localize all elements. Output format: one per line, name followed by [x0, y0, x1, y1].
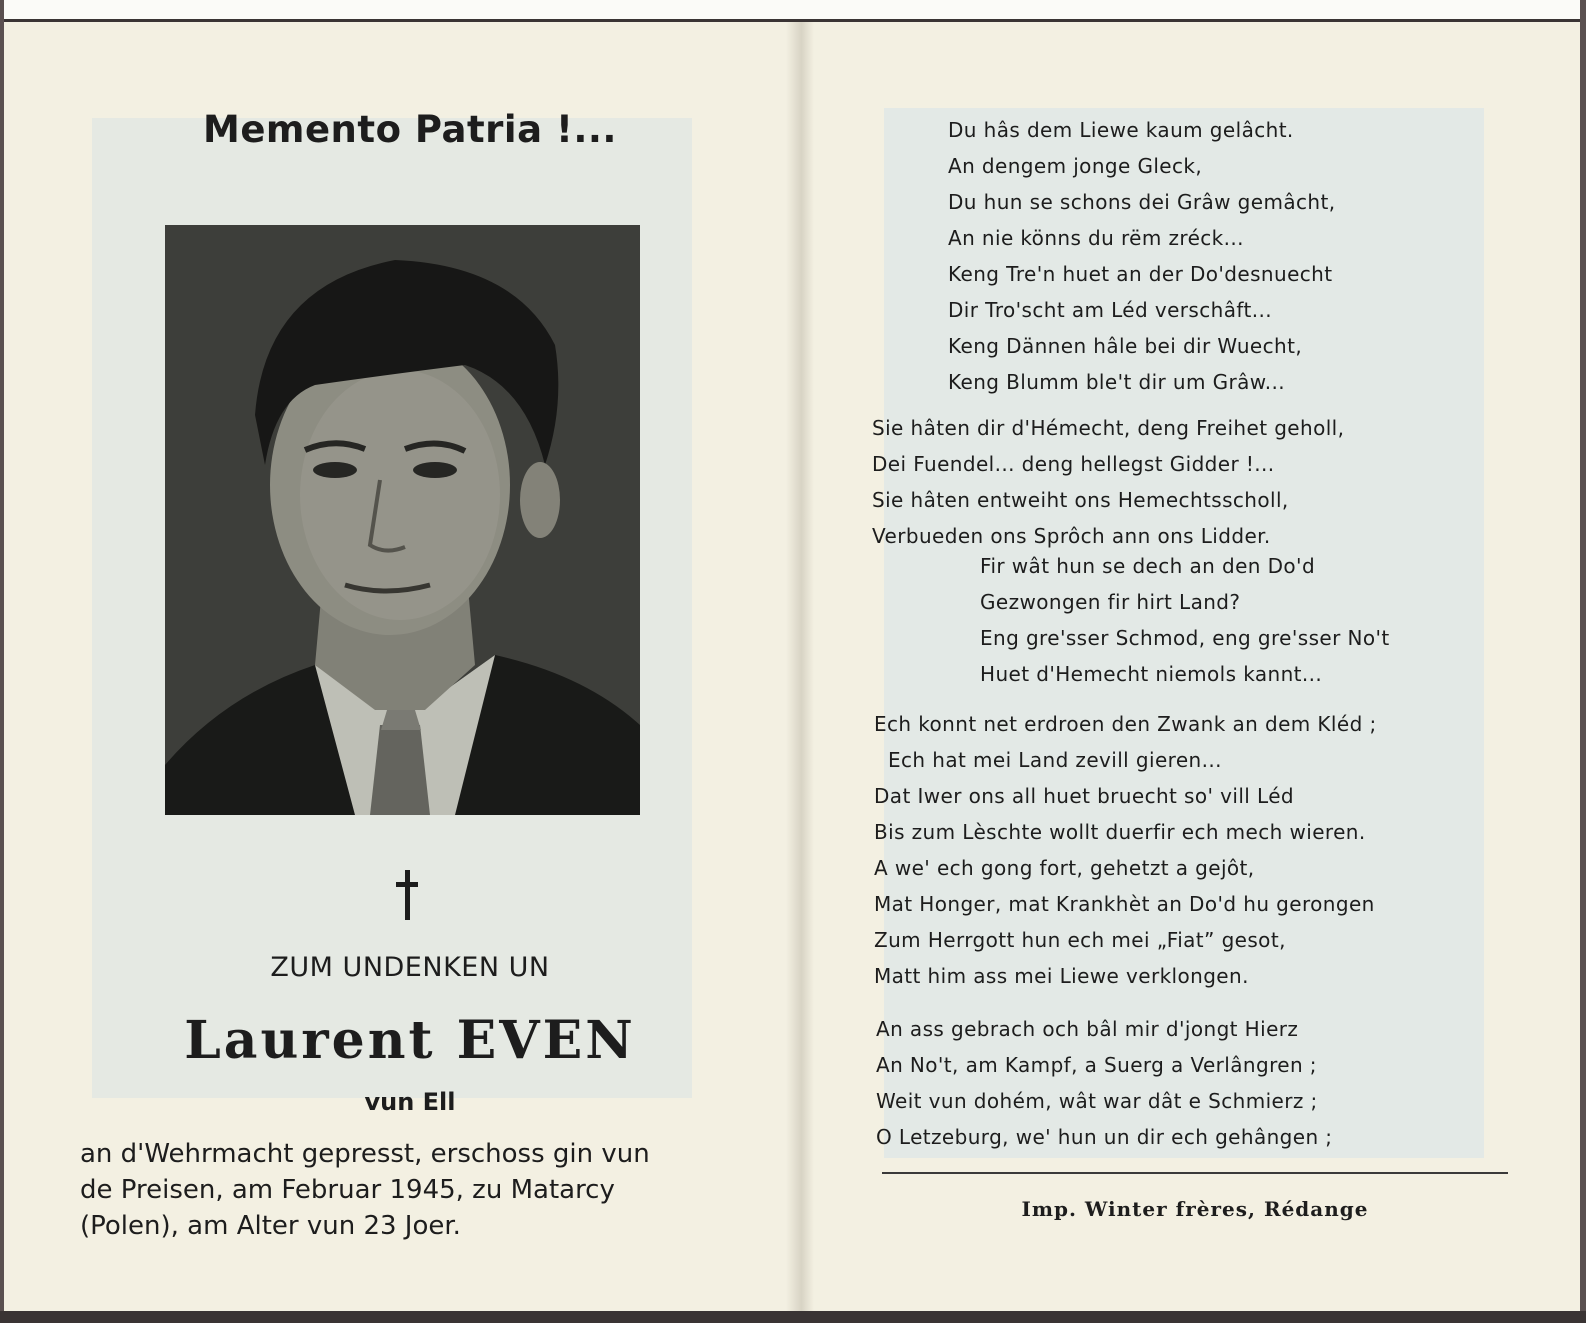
- poem-line: Matt him ass mei Liewe verklongen.: [874, 964, 1249, 988]
- poem-line: Eng gre'sser Schmod, eng gre'sser No't: [980, 626, 1390, 650]
- poem-stanza-5: [876, 1011, 1332, 1155]
- memorial-heading: Memento Patria !...: [203, 108, 617, 151]
- card-right-border: [1580, 0, 1586, 1323]
- card-bottom-border: [0, 1311, 1586, 1323]
- poem-line: O Letzeburg, we' hun un dir ech gehângen ;: [876, 1125, 1333, 1149]
- poem-line: An ass gebrach och bâl mir d'jongt Hierz: [876, 1017, 1299, 1041]
- poem-line: Sie hâten entweiht ons Hemechtsscholl,: [872, 488, 1289, 512]
- card-top-border: [0, 0, 1586, 22]
- description-line: an d'Wehrmacht gepresst, erschoss gin vun: [80, 1139, 650, 1169]
- deceased-name: Laurent EVEN: [184, 1010, 636, 1071]
- poem-line: Gezwongen fir hirt Land?: [980, 590, 1241, 614]
- description-line: de Preisen, am Februar 1945, zu Matarcy: [80, 1175, 615, 1205]
- description-line: (Polen), am Alter vun 23 Joer.: [80, 1211, 461, 1241]
- printer-imprint: Imp. Winter frères, Rédange: [1021, 1197, 1369, 1221]
- poem-line: An dengem jonge Gleck,: [948, 154, 1203, 178]
- card-fold: [786, 22, 814, 1311]
- poem-line: An nie könns du rëm zréck...: [948, 226, 1244, 250]
- divider-rule: [882, 1172, 1508, 1174]
- poem-stanza-4: [874, 706, 1377, 994]
- poem-line: Keng Dännen hâle bei dir Wuecht,: [948, 334, 1303, 358]
- poem-line: Sie hâten dir d'Hémecht, deng Freihet geholl,: [872, 416, 1345, 440]
- poem-line: Verbueden ons Sprôch ann ons Lidder.: [872, 524, 1271, 548]
- poem-line: Dei Fuendel... deng hellegst Gidder !...: [872, 452, 1275, 476]
- poem-stanza-1: [948, 112, 1336, 400]
- origin-line: vun Ell: [364, 1088, 456, 1116]
- poem-stanza-2: [872, 410, 1344, 554]
- poem-line: Fir wât hun se dech an den Do'd: [980, 554, 1316, 578]
- poem-line: Ech konnt net erdroen den Zwank an dem Kléd ;: [874, 712, 1377, 736]
- poem-line: Du hun se schons dei Grâw gemâcht,: [948, 190, 1336, 214]
- poem-line: A we' ech gong fort, gehetzt a gejôt,: [874, 856, 1255, 880]
- poem-line: Keng Blumm ble't dir um Grâw...: [948, 370, 1285, 394]
- poem-line: Keng Tre'n huet an der Do'desnuecht: [948, 262, 1333, 286]
- poem-line: An No't, am Kampf, a Suerg a Verlângren ;: [876, 1053, 1317, 1077]
- poem-stanza-3: [980, 548, 1390, 692]
- poem-line: Weit vun dohém, wât war dât e Schmierz ;: [876, 1089, 1318, 1113]
- poem-line: Dat Iwer ons all huet bruecht so' vill Léd: [874, 784, 1295, 808]
- poem-line: Ech hat mei Land zevill gieren...: [888, 748, 1222, 772]
- latin-cross-icon: [393, 870, 421, 920]
- portrait-photo: [165, 225, 640, 815]
- poem-line: Bis zum Lèschte wollt duerfir ech mech wieren.: [874, 820, 1366, 844]
- card-left-border: [0, 0, 4, 1323]
- poem-line: Mat Honger, mat Krankhèt an Do'd hu gerongen: [874, 892, 1375, 916]
- dedication-line: ZUM UNDENKEN UN: [270, 952, 550, 983]
- poem-line: Dir Tro'scht am Léd verschâft...: [948, 298, 1272, 322]
- poem-line: Du hâs dem Liewe kaum gelâcht.: [948, 118, 1294, 142]
- death-description: [80, 1136, 740, 1244]
- poem-line: Zum Herrgott hun ech mei „Fiat” gesot,: [874, 928, 1286, 952]
- poem-line: Huet d'Hemecht niemols kannt...: [980, 662, 1323, 686]
